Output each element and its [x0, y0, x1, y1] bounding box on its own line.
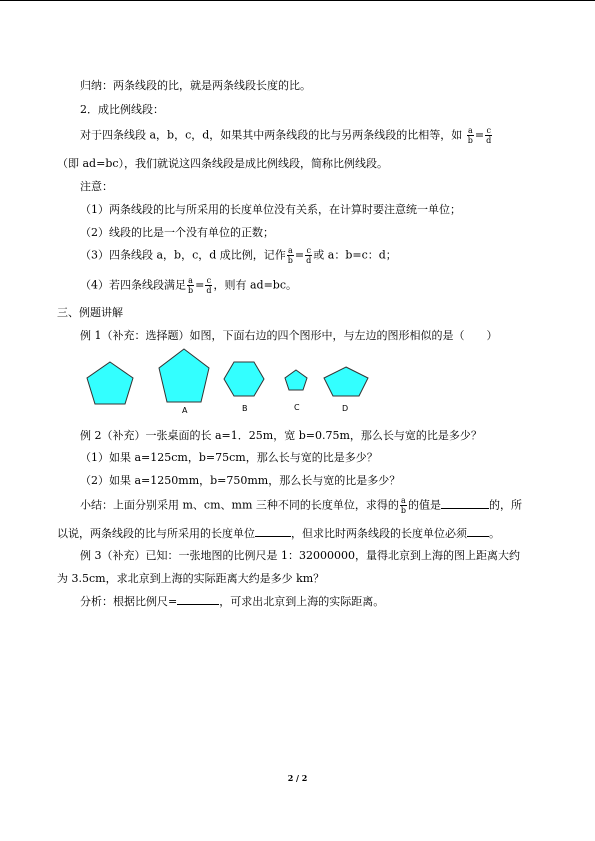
answer-blank[interactable] [467, 536, 489, 537]
reference-pentagon [87, 362, 133, 404]
option-a-label: A [182, 406, 188, 415]
option-a-pentagon [159, 349, 209, 402]
option-d-pentagon [324, 367, 368, 396]
answer-blank[interactable] [255, 536, 291, 537]
note-2: （2）线段的比是一个没有单位的正数； [80, 226, 274, 239]
page-number: 2 / 2 [287, 773, 308, 783]
option-c-label: C [294, 403, 300, 412]
analysis-line: 分析：根据比例尺= ，可求出北京到上海的实际距离。 [80, 595, 385, 608]
option-c-pentagon [285, 370, 307, 390]
note-1: （1）两条线段的比与所采用的长度单位没有关系，在计算时要注意统一单位； [80, 203, 461, 216]
example-3-continuation: 为 3.5cm，求北京到上海的实际距离大约是多少 km？ [57, 572, 325, 585]
note-heading: 注意： [80, 180, 113, 193]
option-b-label: B [242, 404, 248, 413]
top-border [0, 0, 595, 1]
definition-line: 对于四条线段 a，b，c，d，如果其中两条线段的比与另两条线段的比相等，如 $\frac{a}{b}$ = $\frac{c}{d}$ [80, 126, 492, 145]
example-2: 例 2（补充）一张桌面的长 a=1．25m，宽 b=0.75m，那么长与宽的比是多少？ [80, 429, 482, 442]
option-b-hexagon [224, 362, 264, 396]
summary-conclusion-continuation: 以说，两条线段的比与所采用的长度单位 ，但求比时两条线段的长度单位必须 。 [57, 527, 500, 540]
example-3: 例 3（补充）已知：一张地图的比例尺是 1：32000000，量得北京到上海的图上距离大约 [80, 549, 520, 562]
fraction-a-b: $\frac{a}{b}$ [400, 496, 406, 515]
answer-blank[interactable] [177, 604, 219, 605]
example-2-part-1: （1）如果 a=125cm，b=75cm，那么长与宽的比是多少？ [80, 451, 378, 464]
note-3: （3）四条线段 a，b，c，d 成比例，记作 $\frac{a}{b}$ = $\frac{c}{d}$ 或 a：b=c：d； [80, 246, 397, 265]
section-heading-examples: 三、例题讲解 [57, 306, 123, 319]
summary-line: 归纳：两条线段的比，就是两条线段长度的比。 [80, 79, 311, 92]
answer-blank[interactable] [441, 508, 489, 509]
summary-conclusion: 小结：上面分别采用 m、cm、mm 三种不同的长度单位，求得的 $\frac{a}{b}$ 的值是 的，所 [80, 496, 522, 515]
fraction-a-b: $\frac{a}{b}$ [287, 246, 293, 265]
definition-continuation: （即 ad=bc），我们就说这四条线段是成比例线段，简称比例线段。 [57, 157, 389, 170]
note-4: （4）若四条线段满足 $\frac{a}{b}$ = $\frac{c}{d}$ ，则有 ad=bc。 [80, 276, 297, 295]
fraction-c-d: $\frac{c}{d}$ [206, 276, 212, 295]
pentagon-figures [0, 340, 595, 420]
fraction-c-d: $\frac{c}{d}$ [306, 246, 312, 265]
fraction-c-d: $\frac{c}{d}$ [486, 126, 492, 145]
example-2-part-2: （2）如果 a=1250mm，b=750mm，那么长与宽的比是多少？ [80, 474, 401, 487]
option-d-label: D [342, 404, 349, 413]
example-1: 例 1（补充：选择题）如图，下面右边的四个图形中，与左边的图形相似的是（ ） [80, 329, 498, 342]
section-heading-proportional-segments: 2．成比例线段： [80, 103, 164, 116]
fraction-a-b: $\frac{a}{b}$ [467, 126, 473, 145]
fraction-a-b: $\frac{a}{b}$ [188, 276, 194, 295]
